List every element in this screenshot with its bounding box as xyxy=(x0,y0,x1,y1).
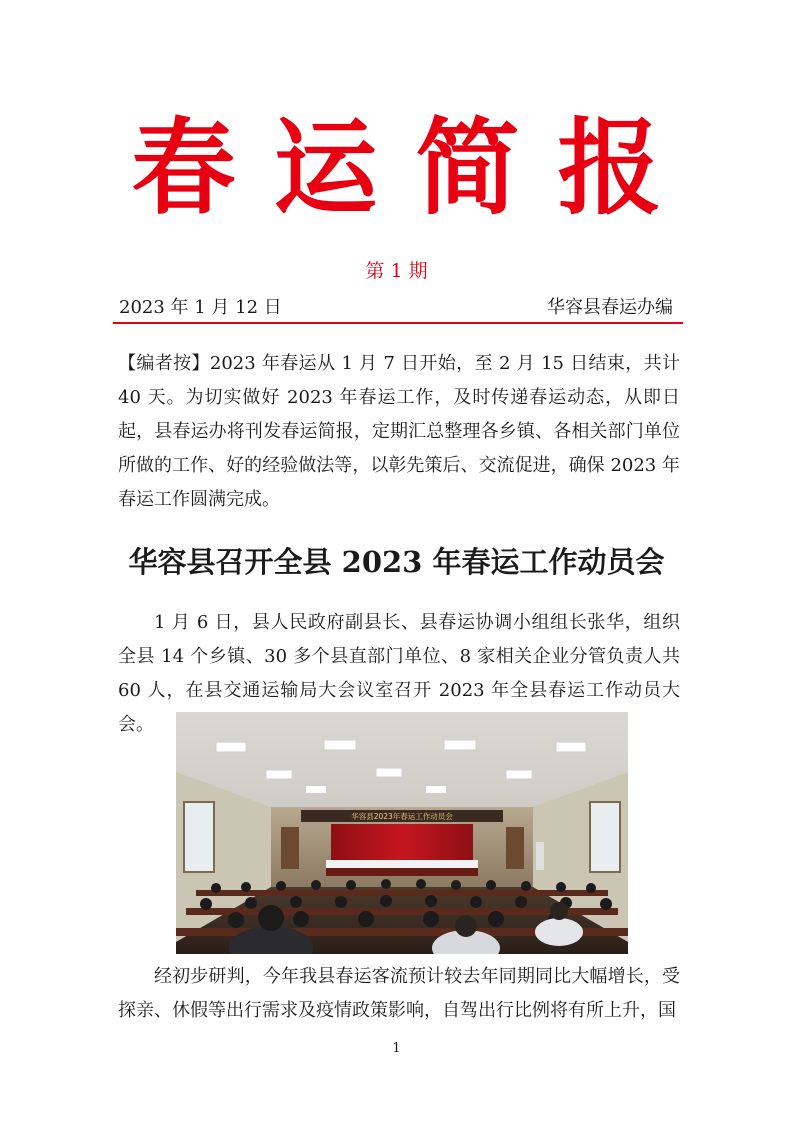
page-number: 1 xyxy=(392,1041,401,1056)
photo-banner-text: 华容县2023年春运工作动员会 xyxy=(351,812,453,821)
newsletter-masthead: 春运简报 xyxy=(131,106,700,229)
article-paragraph-1: 1 月 6 日，县人民政府副县长、县春运协调小组组长张华，组织全县 14 个乡镇、30 多个县直部门单位、8 家相关企业分管负责人共 60 人，在县交通运输局大会议室召开 2023 年全县春运工作动员大会。 xyxy=(118,612,680,735)
meeting-photo xyxy=(176,712,628,954)
article-paragraph-2: 经初步研判，今年我县春运客流预计较去年同期同比大幅增长，受探亲、休假等出行需求及疫情政策影响，自驾出行比例将有所上升，国 xyxy=(118,966,680,1021)
editor-note: 【编者按】2023 年春运从 1 月 7 日开始，至 2 月 15 日结束，共计 40 天。为切实做好 2023 年春运工作，及时传递春运动态，从即日起，县春运办将刊发春运简报，定期汇总整理各乡镇、各相关部门单位所做的工作、好的经验做法等，以彰先策后、交流促进，确保 2023 年春运工作圆满完成。 xyxy=(118,353,680,510)
article-headline: 华容县召开全县 2023 年春运工作动员会 xyxy=(128,545,665,579)
publisher: 华容县春运办编 xyxy=(547,297,673,318)
issue-number: 第 1 期 xyxy=(365,260,428,282)
red-divider-rule xyxy=(113,322,683,324)
publish-date: 2023 年 1 月 12 日 xyxy=(119,297,282,318)
